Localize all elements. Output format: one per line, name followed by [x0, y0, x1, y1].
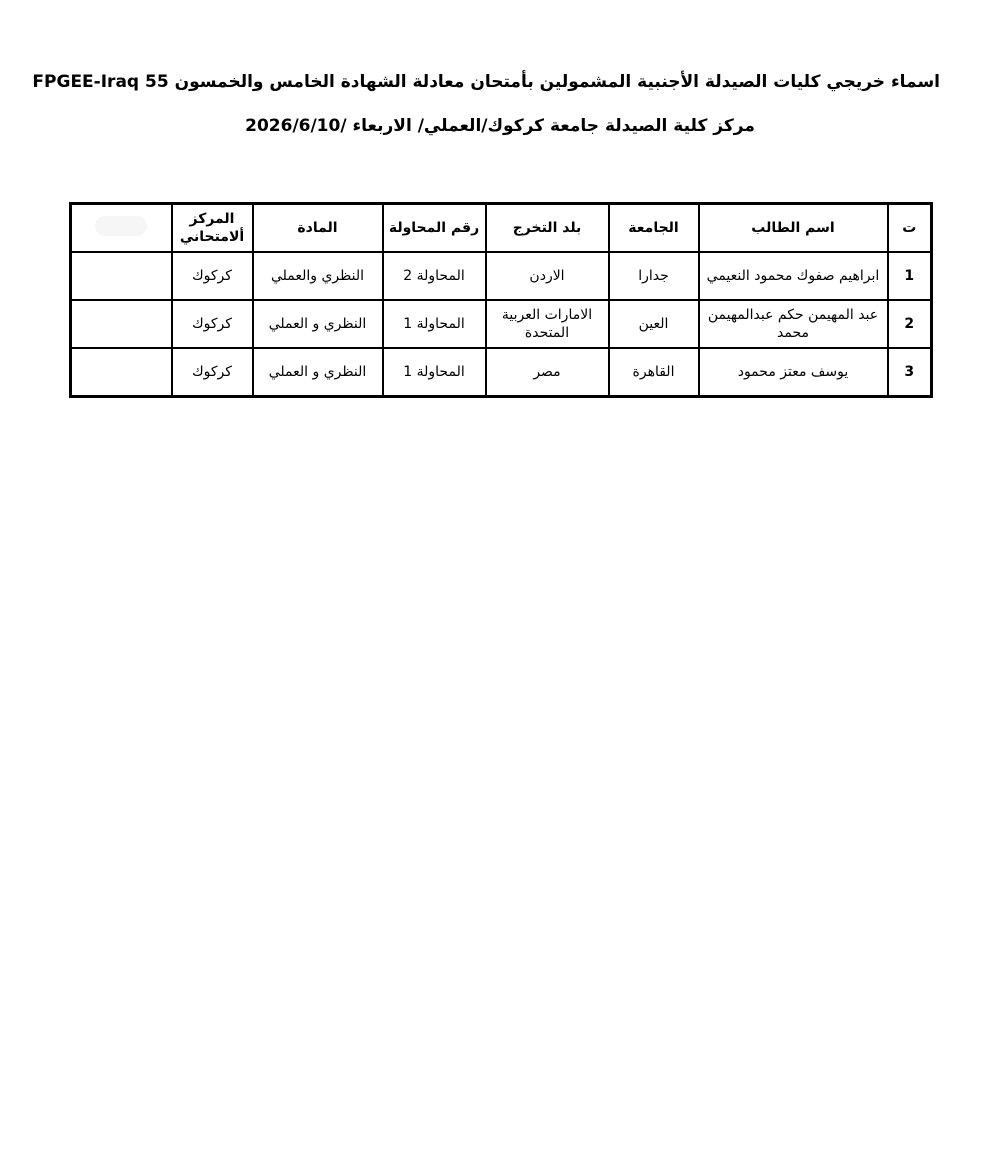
- cell-graduation-country: الاردن: [486, 252, 609, 300]
- cell-attempt-number: المحاولة 1: [383, 300, 486, 348]
- cell-student-name: عبد المهيمن حكم عبدالمهيمن محمد: [699, 300, 888, 348]
- cell-graduation-country: مصر: [486, 348, 609, 397]
- table-row: [71, 300, 932, 348]
- cell-university: العين: [609, 300, 699, 348]
- cell-attempt-number: المحاولة 1: [383, 348, 486, 397]
- cell-graduation-country: الامارات العربية المتحدة: [486, 300, 609, 348]
- cell-seq: 2: [888, 300, 932, 348]
- cell-subject: النظري و العملي: [253, 348, 383, 397]
- table-row: [71, 252, 932, 300]
- cell-university: جدارا: [609, 252, 699, 300]
- cell-seq: 1: [888, 252, 932, 300]
- header-student-name: اسم الطالب: [699, 204, 888, 253]
- header-seq: ت: [888, 204, 932, 253]
- cell-exam-center: كركوك: [172, 348, 253, 397]
- cell-student-name: ابراهيم صفوك محمود النعيمي: [699, 252, 888, 300]
- faded-stamp: [95, 216, 147, 236]
- header-graduation-country: بلد التخرج: [486, 204, 609, 253]
- cell-exam-center: كركوك: [172, 252, 253, 300]
- cell-subject: النظري والعملي: [253, 252, 383, 300]
- cell-extra: [71, 300, 172, 348]
- header-attempt-number: رقم المحاولة: [383, 204, 486, 253]
- header-exam-center: المركز ألامتحاني: [172, 204, 253, 253]
- cell-extra: [71, 348, 172, 397]
- table-header-row: [71, 204, 932, 253]
- cell-seq: 3: [888, 348, 932, 397]
- header-extra: [71, 204, 172, 253]
- students-table: [69, 202, 933, 398]
- cell-student-name: يوسف معتز محمود: [699, 348, 888, 397]
- cell-subject: النظري و العملي: [253, 300, 383, 348]
- cell-university: القاهرة: [609, 348, 699, 397]
- cell-extra: [71, 252, 172, 300]
- cell-attempt-number: المحاولة 2: [383, 252, 486, 300]
- document-title: اسماء خريجي كليات الصيدلة الأجنبية المشمولين بأمتحان معادلة الشهادة الخامس والخمسون FPGEE-Iraq 55: [32, 72, 940, 92]
- document-subtitle: مركز كلية الصيدلة جامعة كركوك/العملي/ الاربعاء /2026/6/10: [245, 116, 755, 136]
- header-subject: المادة: [253, 204, 383, 253]
- header-university: الجامعة: [609, 204, 699, 253]
- table-row: [71, 348, 932, 397]
- cell-exam-center: كركوك: [172, 300, 253, 348]
